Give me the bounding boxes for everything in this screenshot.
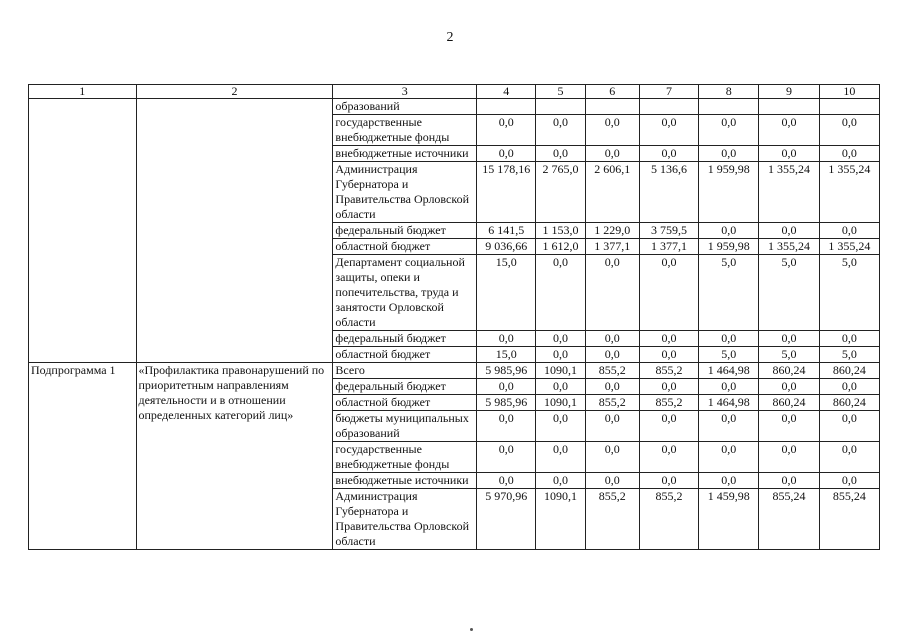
- amount-cell: 0,0: [759, 473, 819, 489]
- amount-cell: 5,0: [699, 255, 759, 331]
- amount-cell: 0,0: [759, 146, 819, 162]
- amount-cell: 0,0: [699, 411, 759, 442]
- amount-cell: [477, 99, 536, 115]
- amount-cell: 855,24: [759, 489, 819, 550]
- column-header: 1: [29, 85, 137, 99]
- amount-cell: 0,0: [819, 223, 879, 239]
- amount-cell: 855,2: [585, 489, 639, 550]
- amount-cell: 5 970,96: [477, 489, 536, 550]
- amount-cell: 6 141,5: [477, 223, 536, 239]
- amount-cell: 5,0: [759, 255, 819, 331]
- amount-cell: 0,0: [536, 331, 585, 347]
- amount-cell: 0,0: [819, 115, 879, 146]
- funding-source-cell: областной бюджет: [333, 239, 477, 255]
- amount-cell: 0,0: [585, 442, 639, 473]
- amount-cell: 0,0: [536, 442, 585, 473]
- amount-cell: 0,0: [477, 473, 536, 489]
- amount-cell: 0,0: [699, 379, 759, 395]
- amount-cell: [639, 99, 698, 115]
- amount-cell: 0,0: [585, 473, 639, 489]
- amount-cell: 0,0: [699, 331, 759, 347]
- amount-cell: 0,0: [699, 442, 759, 473]
- amount-cell: [759, 99, 819, 115]
- page-number: 2: [446, 30, 454, 45]
- amount-cell: 855,2: [585, 363, 639, 379]
- amount-cell: 0,0: [639, 255, 698, 331]
- amount-cell: 0,0: [639, 115, 698, 146]
- scan-speck: [470, 628, 473, 631]
- amount-cell: 0,0: [477, 411, 536, 442]
- amount-cell: 0,0: [759, 331, 819, 347]
- amount-cell: 0,0: [699, 146, 759, 162]
- column-header: 10: [819, 85, 879, 99]
- amount-cell: 0,0: [819, 442, 879, 473]
- funding-source-cell: федеральный бюджет: [333, 331, 477, 347]
- amount-cell: 15,0: [477, 255, 536, 331]
- amount-cell: 0,0: [759, 411, 819, 442]
- amount-cell: [585, 99, 639, 115]
- amount-cell: 0,0: [699, 223, 759, 239]
- funding-source-cell: федеральный бюджет: [333, 379, 477, 395]
- amount-cell: 0,0: [759, 379, 819, 395]
- amount-cell: 2 765,0: [536, 162, 585, 223]
- funding-source-cell: бюджеты муниципальных образований: [333, 411, 477, 442]
- amount-cell: 0,0: [759, 115, 819, 146]
- amount-cell: 0,0: [639, 411, 698, 442]
- amount-cell: 5,0: [699, 347, 759, 363]
- amount-cell: 5,0: [819, 347, 879, 363]
- amount-cell: 1090,1: [536, 489, 585, 550]
- amount-cell: 0,0: [536, 255, 585, 331]
- amount-cell: 0,0: [477, 442, 536, 473]
- amount-cell: 860,24: [759, 363, 819, 379]
- column-header: 6: [585, 85, 639, 99]
- amount-cell: 0,0: [536, 379, 585, 395]
- column-header: 3: [333, 85, 477, 99]
- amount-cell: 0,0: [477, 115, 536, 146]
- funding-source-cell: Департамент социальной защиты, опеки и попечительства, труда и занятости Орловской области: [333, 255, 477, 331]
- amount-cell: 0,0: [699, 473, 759, 489]
- amount-cell: 0,0: [536, 473, 585, 489]
- header-row: [29, 85, 880, 99]
- amount-cell: [536, 99, 585, 115]
- amount-cell: 0,0: [819, 331, 879, 347]
- amount-cell: 1 459,98: [699, 489, 759, 550]
- funding-source-cell: областной бюджет: [333, 347, 477, 363]
- amount-cell: 0,0: [759, 223, 819, 239]
- amount-cell: 0,0: [819, 473, 879, 489]
- amount-cell: 0,0: [536, 347, 585, 363]
- amount-cell: 855,2: [639, 489, 698, 550]
- amount-cell: 1 355,24: [819, 162, 879, 223]
- amount-cell: 1 355,24: [759, 239, 819, 255]
- budget-table: [28, 84, 880, 550]
- amount-cell: 0,0: [536, 146, 585, 162]
- amount-cell: 0,0: [819, 379, 879, 395]
- amount-cell: [699, 99, 759, 115]
- amount-cell: 1 959,98: [699, 162, 759, 223]
- amount-cell: 1090,1: [536, 395, 585, 411]
- funding-source-cell: государственные внебюджетные фонды: [333, 115, 477, 146]
- amount-cell: 5,0: [759, 347, 819, 363]
- column-header: 2: [136, 85, 333, 99]
- amount-cell: 0,0: [639, 473, 698, 489]
- column-header: 4: [477, 85, 536, 99]
- amount-cell: 5 136,6: [639, 162, 698, 223]
- amount-cell: 5,0: [819, 255, 879, 331]
- funding-source-cell: федеральный бюджет: [333, 223, 477, 239]
- amount-cell: 855,2: [639, 395, 698, 411]
- table-row: [29, 363, 880, 379]
- amount-cell: 1 355,24: [759, 162, 819, 223]
- amount-cell: 0,0: [585, 347, 639, 363]
- amount-cell: 0,0: [699, 115, 759, 146]
- amount-cell: 855,24: [819, 489, 879, 550]
- funding-source-cell: внебюджетные источники: [333, 146, 477, 162]
- amount-cell: 0,0: [477, 379, 536, 395]
- amount-cell: 3 759,5: [639, 223, 698, 239]
- column-header: 5: [536, 85, 585, 99]
- program-title-cell: «Профилактика правонарушений по приоритетным направлениям деятельности и в отношении определенных категорий лиц»: [136, 363, 333, 550]
- amount-cell: 0,0: [585, 331, 639, 347]
- amount-cell: 0,0: [477, 146, 536, 162]
- amount-cell: 1 464,98: [699, 395, 759, 411]
- amount-cell: 5 985,96: [477, 395, 536, 411]
- amount-cell: 860,24: [819, 395, 879, 411]
- amount-cell: 0,0: [585, 379, 639, 395]
- amount-cell: 0,0: [536, 411, 585, 442]
- program-title-cell: [136, 99, 333, 363]
- column-header: 7: [639, 85, 698, 99]
- funding-source-cell: Администрация Губернатора и Правительства Орловской области: [333, 489, 477, 550]
- table-row: [29, 99, 880, 115]
- amount-cell: 0,0: [585, 411, 639, 442]
- amount-cell: [819, 99, 879, 115]
- amount-cell: 5 985,96: [477, 363, 536, 379]
- amount-cell: 0,0: [639, 347, 698, 363]
- amount-cell: 1 229,0: [585, 223, 639, 239]
- program-code-cell: [29, 99, 137, 363]
- amount-cell: 860,24: [759, 395, 819, 411]
- amount-cell: 1 959,98: [699, 239, 759, 255]
- amount-cell: 0,0: [639, 442, 698, 473]
- amount-cell: 0,0: [639, 146, 698, 162]
- amount-cell: 1 153,0: [536, 223, 585, 239]
- amount-cell: 0,0: [759, 442, 819, 473]
- amount-cell: 15 178,16: [477, 162, 536, 223]
- amount-cell: 2 606,1: [585, 162, 639, 223]
- amount-cell: 0,0: [819, 146, 879, 162]
- amount-cell: 0,0: [639, 331, 698, 347]
- amount-cell: 0,0: [639, 379, 698, 395]
- amount-cell: 1 377,1: [585, 239, 639, 255]
- column-header: 8: [699, 85, 759, 99]
- amount-cell: 0,0: [585, 255, 639, 331]
- amount-cell: 1 355,24: [819, 239, 879, 255]
- amount-cell: 1 464,98: [699, 363, 759, 379]
- amount-cell: 9 036,66: [477, 239, 536, 255]
- amount-cell: 1 377,1: [639, 239, 698, 255]
- funding-source-cell: областной бюджет: [333, 395, 477, 411]
- amount-cell: 1090,1: [536, 363, 585, 379]
- amount-cell: 860,24: [819, 363, 879, 379]
- funding-source-cell: образований: [333, 99, 477, 115]
- amount-cell: 0,0: [585, 115, 639, 146]
- funding-source-cell: Администрация Губернатора и Правительства Орловской области: [333, 162, 477, 223]
- amount-cell: 0,0: [585, 146, 639, 162]
- amount-cell: 0,0: [819, 411, 879, 442]
- funding-source-cell: государственные внебюджетные фонды: [333, 442, 477, 473]
- funding-source-cell: внебюджетные источники: [333, 473, 477, 489]
- program-code-cell: Подпрограмма 1: [29, 363, 137, 550]
- amount-cell: 855,2: [585, 395, 639, 411]
- amount-cell: 0,0: [477, 331, 536, 347]
- amount-cell: 1 612,0: [536, 239, 585, 255]
- amount-cell: 855,2: [639, 363, 698, 379]
- amount-cell: 15,0: [477, 347, 536, 363]
- column-header: 9: [759, 85, 819, 99]
- funding-source-cell: Всего: [333, 363, 477, 379]
- amount-cell: 0,0: [536, 115, 585, 146]
